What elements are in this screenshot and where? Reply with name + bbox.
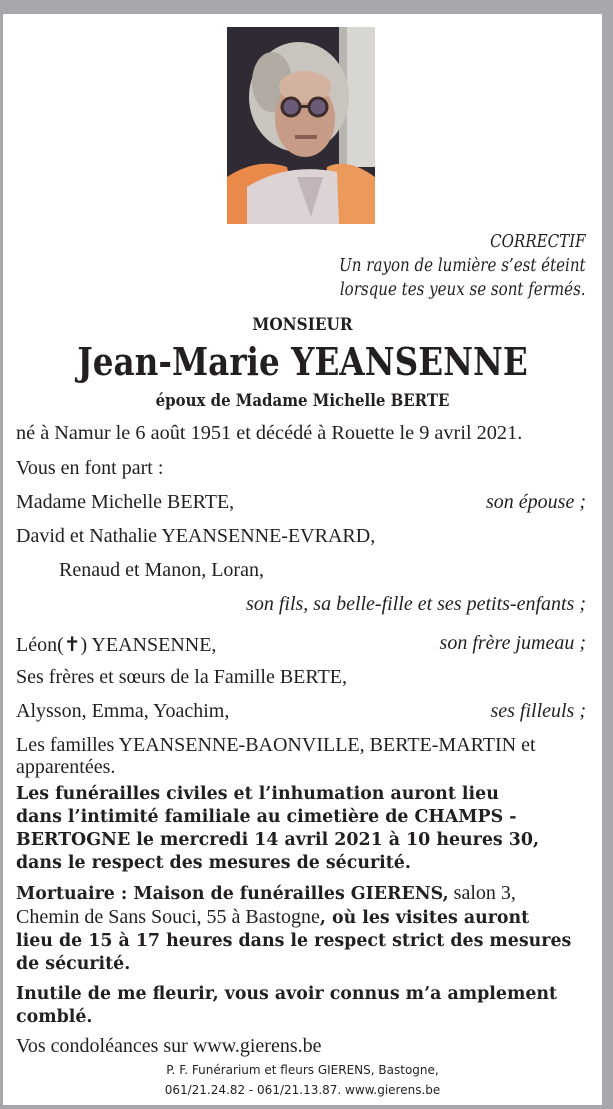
family-relation: ses filleuls ; <box>490 700 586 722</box>
death-notice-card <box>3 14 602 1105</box>
birth-death-line: né à Namur le 6 août 1951 et décédé à Rouette le 9 avril 2021. <box>16 422 523 444</box>
correctif-label: CORRECTIF <box>490 232 586 252</box>
family-row <box>16 491 586 514</box>
funeral-line: BERTOGNE le mercredi 14 avril 2021 à 10 heures 30, <box>16 830 540 850</box>
families-paragraph <box>16 734 586 778</box>
mortuary-address: Chemin de Sans Souci, 55 à Bastogne <box>16 906 320 928</box>
footer-line-1: P. F. Funérarium et fleurs GIERENS, Bastogne, <box>166 1063 439 1077</box>
funeral-line: dans l’intimité familiale au cimetière de CHAMPS - <box>16 807 517 827</box>
family-names: Léon(✝) YEANSENNE, <box>16 634 217 656</box>
funeral-paragraph <box>16 783 588 875</box>
funeral-line: dans le respect des mesures de sécurité. <box>16 853 411 873</box>
families-line-2: apparentées. <box>16 756 116 778</box>
family-names: Ses frères et sœurs de la Famille BERTE, <box>16 666 347 688</box>
motto <box>340 230 586 302</box>
portrait-photo <box>227 27 375 224</box>
mortuary-safety: de sécurité. <box>16 954 131 974</box>
family-row <box>16 700 586 723</box>
family-row <box>16 632 586 657</box>
mortuary-salon: salon 3, <box>448 882 516 904</box>
mortuary-title: Mortuaire : Maison de funérailles GIERENS, <box>16 884 449 904</box>
family-names: Madame Michelle BERTE, <box>16 491 235 513</box>
mortuary-paragraph <box>16 882 588 976</box>
announce-line: Vous en font part : <box>16 457 164 479</box>
motto-line-2: lorsque tes yeux se sont fermés. <box>340 280 586 300</box>
family-names: Alysson, Emma, Yoachim, <box>16 700 230 722</box>
funeral-line: Les funérailles civiles et l’inhumation auront lieu <box>16 784 499 804</box>
portrait-photo-icon <box>227 27 375 224</box>
spouse-line: époux de Madame Michelle BERTE <box>155 391 450 411</box>
family-row <box>16 525 586 548</box>
family-relation: son fils, sa belle-fille et ses petits-enfants ; <box>246 593 586 615</box>
mortuary-hours: lieu de 15 à 17 heures dans le respect strict des mesures <box>16 931 572 951</box>
family-relation: son frère jumeau ; <box>439 632 586 654</box>
footer-line-2: 061/21.24.82 - 061/21.13.87. www.gierens.be <box>164 1083 441 1097</box>
flowers-line-1: Inutile de me fleurir, vous avoir connus m’a amplement <box>16 984 558 1004</box>
flowers-paragraph <box>16 983 588 1029</box>
flowers-line-2: comblé. <box>16 1007 93 1027</box>
family-names: David et Nathalie YEANSENNE-EVRARD, <box>16 525 376 547</box>
families-line-1: Les familles YEANSENNE-BAONVILLE, BERTE-MARTIN et <box>16 734 536 756</box>
condolences-link[interactable]: Vos condoléances sur www.gierens.be <box>16 1035 322 1057</box>
mortuary-visits: , où les visites auront <box>319 908 530 928</box>
funeral-home-footer <box>3 1060 602 1100</box>
family-relation: son épouse ; <box>486 491 586 513</box>
deceased-name: Jean-Marie YEANSENNE <box>77 339 528 384</box>
family-names: Renaud et Manon, Loran, <box>59 559 264 581</box>
motto-line-1: Un rayon de lumière s’est éteint <box>339 256 586 276</box>
family-row <box>16 666 586 689</box>
title-prefix: MONSIEUR <box>252 315 353 335</box>
family-row <box>59 559 586 582</box>
